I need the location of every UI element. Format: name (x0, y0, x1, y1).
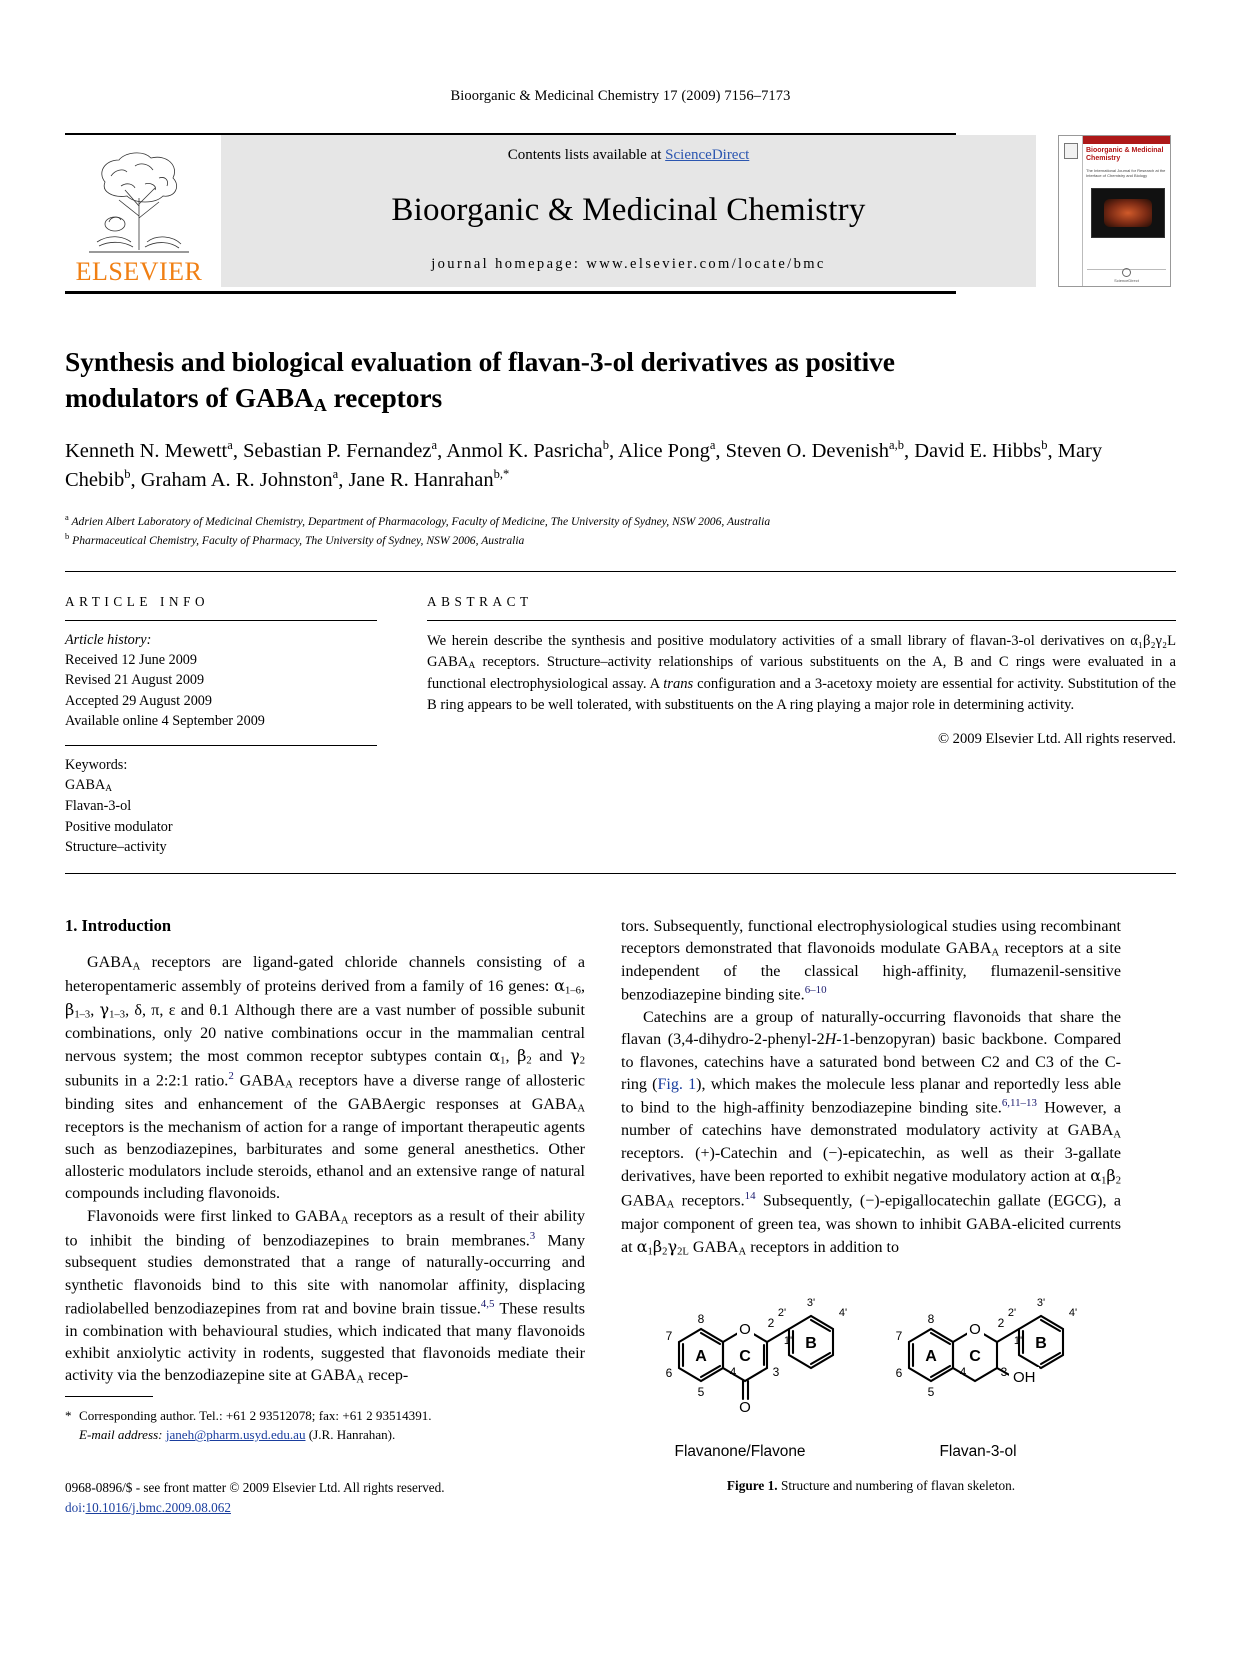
footnote-star: * (65, 1408, 72, 1423)
footnote-rule (65, 1396, 153, 1397)
affiliation-line: $^b$ Pharmaceutical Chemistry, Faculty of Pharmacy, The University of Sydney, NSW 2006, Australia (65, 530, 525, 547)
structure-label-flavanone: Flavanone/Flavone (674, 1442, 806, 1460)
author-name: Kenneth N. Mewett (65, 440, 228, 463)
author-name: Sebastian P. Fernandez (243, 440, 432, 463)
footnote-email-link[interactable]: janeh@pharm.usyd.edu.au (165, 1427, 306, 1443)
cover-logo-circle (1122, 268, 1131, 277)
affiliation-marker: a (65, 511, 69, 522)
num-2prime-left: 2' (777, 1306, 787, 1319)
num-3prime-right: 3' (1036, 1296, 1046, 1309)
footnote-email-suffix: (J.R. Hanrahan). (305, 1427, 396, 1443)
page-footer (65, 1478, 765, 1518)
contents-available-line (508, 147, 750, 164)
keyword-item: $GABA_A$ (65, 776, 112, 795)
footer-doi-line (65, 1498, 765, 1518)
article-history-label: Article history: (65, 632, 152, 649)
paragraph-left-2: Flavonoids were first linked to $GABA_A$ receptors as a result of their ability to inhibit the binding of benzodiazepines to brain membranes.$^3$ Many subsequent studies demonstrated that a range of naturally-occurring and synthetic flavonoids bind to this site with nanomolar affinity, displacing radiolabelled benzodiazepines from rat and bovine brain tissue.$^{4,5}$ These results in combination with behavioural studies, which indicated that many flavonoids exhibit anxiolytic activity in rodents, suggested that flavonoids mediate their activity via the benzodiazepine site at $GABA_A$ recep- (65, 1207, 586, 1386)
elsevier-tree-icon (75, 146, 203, 258)
num-8-left: 8 (697, 1311, 705, 1326)
keywords-label: Keywords: (65, 756, 128, 773)
author-name: Jane R. Hanrahan (348, 469, 494, 492)
num-7-left: 7 (665, 1328, 673, 1343)
num-4-left: 4 (729, 1364, 737, 1379)
abstract-column (395, 572, 1176, 857)
author-affiliation-marker: b (1041, 438, 1048, 453)
doi-link[interactable]: 10.1016/j.bmc.2009.08.062 (85, 1499, 231, 1515)
abstract-heading: ABSTRACT (427, 594, 533, 610)
ring-label-a-right: A (925, 1347, 937, 1365)
masthead-bottom-rule (65, 291, 956, 294)
keyword-item: Flavan-3-ol (65, 798, 132, 815)
num-2prime-right: 2' (1007, 1306, 1017, 1319)
ring-label-b-left: B (805, 1334, 817, 1352)
atom-label-oh-right: OH (1013, 1368, 1036, 1386)
title-line-1: Synthesis and biological evaluation of flavan-3-ol derivatives as positive (65, 346, 895, 377)
cover-artwork-inner (1104, 199, 1152, 227)
flavan-skeleton-diagram (621, 1284, 1121, 1436)
num-4prime-right: 4' (1068, 1306, 1078, 1319)
title-subscript: A (313, 394, 327, 415)
keyword-item: Structure–activity (65, 838, 167, 855)
author-affiliation-marker: a (332, 467, 339, 482)
author-affiliation-marker: a (709, 438, 716, 453)
ring-label-b-right: B (1035, 1334, 1047, 1352)
article-history-item: Available online 4 September 2009 (65, 712, 265, 729)
num-2-left: 2 (767, 1315, 775, 1330)
article-history-item: Accepted 29 August 2009 (65, 692, 212, 709)
num-8-right: 8 (927, 1311, 935, 1326)
abstract-text: We herein describe the synthesis and positive modulatory activities of a small library of flavan-3-ol derivatives on α₁β₂γ₂L $GABA_A$ receptors. Structure–activity relationships of various substituents on the A, B and C rings were evaluated in a functional electrophysiological assay. A trans configuration and a 3-acetoxy moiety are essential for activity. Substitution of the B ring appears to be well tolerated, with substituents on the A ring playing a major role in determining activity. (427, 633, 1176, 714)
author-affiliation-marker: a (431, 438, 438, 453)
num-4prime-left: 4' (838, 1306, 848, 1319)
affiliation-line: $^a$ Adrien Albert Laboratory of Medicinal Chemistry, Department of Pharmacology, Faculty of Medicine, The University of Sydney, NSW 2006, Australia (65, 511, 771, 528)
doi-label: doi: (65, 1499, 86, 1515)
cover-red-bar (1083, 136, 1170, 144)
masthead-panel (221, 135, 1036, 287)
author-affiliation-marker: b (124, 467, 131, 482)
journal-cover-thumbnail (1058, 135, 1176, 287)
paragraph-right-1: tors. Subsequently, functional electrophysiological studies using recombinant receptors demonstrated that flavonoids modulate $GABA_A$ receptors at a site independent of the classical high-affinity, flumazenil-sensitive benzodiazepine binding site.$^{6-10}$ (621, 917, 1121, 1004)
ring-label-c-left: C (739, 1347, 751, 1365)
title-line-2-pre: modulators of GABA (65, 381, 314, 413)
article-info-heading: ARTICLE INFO (65, 594, 210, 610)
journal-homepage[interactable]: journal homepage: www.elsevier.com/locate/bmc (431, 256, 826, 272)
article-history-item: Received 12 June 2009 (65, 652, 197, 669)
author-name: Anmol K. Pasricha (446, 440, 603, 463)
footnote-corresponding-text: Corresponding author. Tel.: +61 2 93512078; fax: +61 2 93514391. (79, 1408, 432, 1423)
journal-title: Bioorganic & Medicinal Chemistry (391, 191, 866, 228)
section-heading-introduction: 1. Introduction (65, 915, 172, 935)
num-4-right: 4 (959, 1364, 967, 1379)
elsevier-wordmark: ELSEVIER (75, 257, 203, 286)
author-name: Mary Chebib (65, 440, 1103, 492)
paragraph-right-2: Catechins are a group of naturally-occurring flavonoids that share the flavan (3,4-dihydro-2-phenyl-2H-1-benzopyran) basic backbone. Compared to flavones, catechins have a saturated bond between C2 and C3 of the C-ring (Fig. 1), which makes the molecule less planar and reportedly less able to bind to the high-affinity benzodiazepine binding site.$^{6,11-13}$ However, a number of catechins have demonstrated modulatory activity at $GABA_A$ receptors. (+)-Catechin and (−)-epicatechin, as well as their 3-gallate derivatives, have been reported to exhibit negative modulatory action at $\alpha_1\beta_2$ $GABA_A$ receptors.$^{14}$ Subsequently, (−)-epigallocatechin gallate (EGCG), a major component of green tea, was shown to inhibit GABA-elicited currents at $\alpha_1\beta_2\gamma_{2L}$ $GABA_A$ receptors in addition to (621, 1009, 1122, 1258)
num-5-left: 5 (697, 1384, 705, 1399)
cover-spine-box (1064, 143, 1078, 159)
num-6-left: 6 (665, 1365, 673, 1380)
article-history (65, 621, 377, 745)
journal-masthead (65, 133, 1176, 294)
author-name: Graham A. R. Johnston (140, 469, 333, 492)
sciencedirect-link[interactable]: ScienceDirect (665, 147, 750, 163)
ring-label-c-right: C (969, 1347, 981, 1365)
atom-label-o-ring-right: O (969, 1320, 981, 1338)
ring-label-a-left: A (695, 1347, 707, 1365)
atom-label-o-ring-left: O (739, 1320, 751, 1338)
affiliation-marker: b (65, 530, 70, 541)
structure-label-flavanol: Flavan-3-ol (939, 1442, 1017, 1460)
footnote-line-1 (65, 1406, 585, 1425)
num-1prime-left: 1' (783, 1334, 793, 1347)
title-block (65, 344, 1176, 549)
contents-prefix: Contents lists available at (507, 147, 666, 163)
num-5-right: 5 (927, 1384, 935, 1399)
corresponding-author-footnote (65, 1396, 585, 1444)
article-history-item: Revised 21 August 2009 (65, 672, 205, 689)
num-3-left: 3 (772, 1364, 780, 1379)
num-3prime-left: 3' (806, 1296, 816, 1309)
body-column-right (621, 916, 1121, 1495)
article-info-column (65, 572, 395, 857)
paragraph-left-1: $GABA_A$ receptors are ligand-gated chloride channels consisting of a heteropentameric assembly of proteins derived from a family of 16 genes: $\alpha_{1-6}$, $\beta_{1-3}$, $\gamma_{1-3}$, δ, π, ε and θ.1 Although there are a vast number of possible subunit combinations, only 20 native combinations occur in the mammalian central nervous system; the most common receptor subtypes contain $\alpha_1$, $\beta_2$ and $\gamma_2$ subunits in a 2:2:1 ratio.$^2$ $GABA_A$ receptors have a diverse range of allosteric binding sites and enhancement of the GABAergic responses at $GABA_A$ receptors is the mechanism of action for a range of important therapeutic agents such as benzodiazepines, barbiturates and some general anesthetics. Other allosteric modulators include steroids, ethanol and an extensive range of natural compounds including flavonoids. (65, 953, 585, 1203)
author-list: Kenneth N. Mewett$^a$, Sebastian P. Fernandez$^a$, Anmol K. Pasricha$^b$, Alice Pong$^a$, Steven O. Devenish$^{a,b}$, David E. Hibbs$^b$, Mary Chebib$^b$, Graham A. R. Johnston$^a$, Jane R. Hanrahan$^{b,*}$ (65, 438, 1103, 492)
footnote-line-2 (65, 1425, 585, 1444)
author-name: Steven O. Devenish (725, 440, 890, 463)
info-abstract-block (65, 571, 1176, 857)
author-affiliation-marker: b (602, 438, 610, 453)
running-head: Bioorganic & Medicinal Chemistry 17 (2009) 7156–7173 (450, 88, 791, 104)
keywords-block (65, 746, 377, 857)
page-title (65, 344, 1176, 417)
affiliation-list (65, 511, 1176, 550)
figure-caption-text: Structure and numbering of flavan skeleton. (777, 1477, 1016, 1493)
footnote-email-label: E-mail address: (79, 1427, 163, 1443)
author-affiliation-marker: b,* (493, 467, 510, 482)
cover-logo-text: ScienceDirect (1114, 278, 1139, 283)
abstract-copyright: © 2009 Elsevier Ltd. All rights reserved. (937, 730, 1176, 747)
title-line-2-post: receptors (326, 381, 443, 413)
cover-subtitle: The International Journal for Research at the Interface of Chemistry and Biology (1086, 168, 1166, 178)
num-3-right: 3 (1000, 1364, 1008, 1379)
num-1prime-right: 1' (1013, 1334, 1023, 1347)
author-affiliation-marker: a (227, 438, 233, 453)
cover-spine (1059, 136, 1083, 286)
num-7-right: 7 (895, 1328, 903, 1343)
elsevier-logo (65, 135, 213, 287)
author-name: Alice Pong (618, 440, 710, 463)
num-2-right: 2 (997, 1315, 1005, 1330)
structure-name-labels (621, 1443, 1121, 1461)
figure-1 (621, 1284, 1121, 1495)
cover-sciencedirect-logo (1110, 268, 1144, 283)
keyword-item: Positive modulator (65, 818, 173, 835)
author-name: David E. Hibbs (914, 440, 1042, 463)
info-abstract-bottom-rule (65, 873, 1176, 874)
footer-issn-line: 0968-0896/$ - see front matter © 2009 Elsevier Ltd. All rights reserved. (65, 1480, 445, 1495)
atom-label-o-carbonyl-left: O (739, 1398, 751, 1416)
cover-front (1083, 136, 1170, 286)
figure-caption-label: Figure 1. (726, 1477, 778, 1493)
cover-artwork (1091, 188, 1165, 238)
cover-title: Bioorganic & Medicinal Chemistry (1086, 147, 1164, 163)
author-affiliation-marker: a,b (889, 438, 904, 453)
num-6-right: 6 (895, 1365, 903, 1380)
